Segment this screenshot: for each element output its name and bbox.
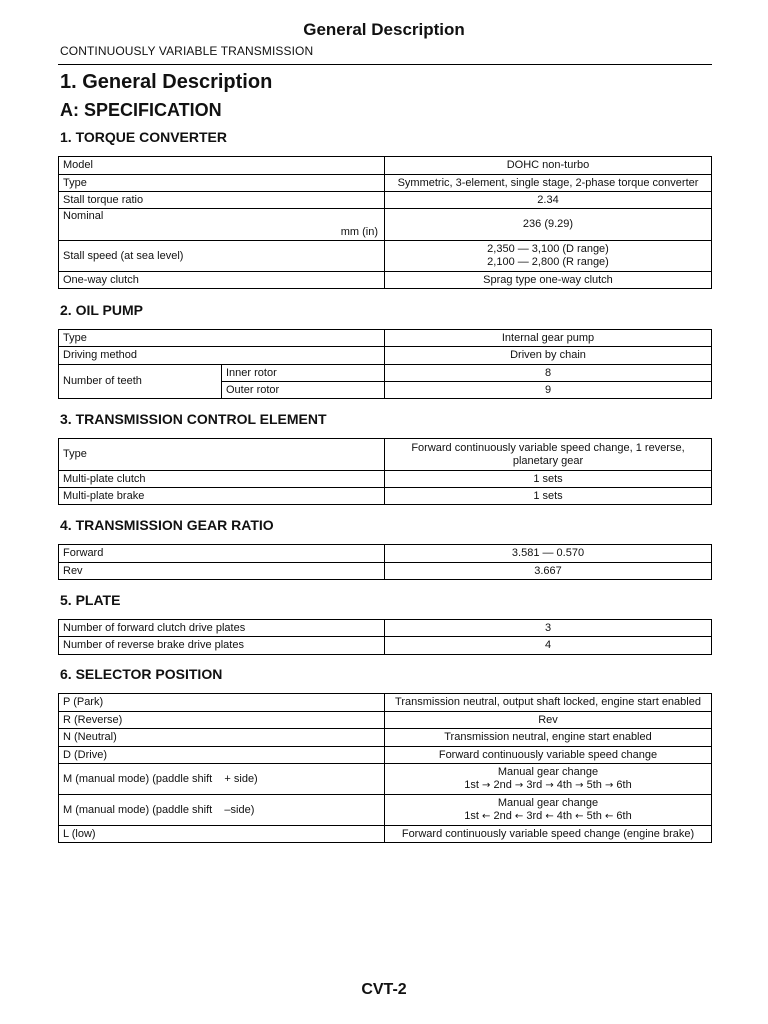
- table-row: [59, 747, 712, 764]
- table-row: [59, 157, 712, 175]
- row-label: Multi-plate clutch: [59, 471, 385, 488]
- left-arrow-icon: ←: [514, 811, 524, 822]
- row-value: 3: [385, 620, 712, 637]
- row-value: 1 sets: [385, 471, 712, 488]
- table-row: [59, 272, 712, 289]
- right-arrow-icon: →: [575, 780, 584, 791]
- m-minus-line1: Manual gear change: [497, 797, 599, 809]
- table-row: [59, 620, 712, 637]
- row-label: M (manual mode) (paddle shift + side): [59, 764, 385, 795]
- stall-speed-d: 2,350 — 3,100 (D range): [487, 243, 609, 255]
- row-label: Driving method: [59, 347, 385, 365]
- row-value: 3.581 — 0.570: [385, 545, 712, 563]
- table-row: [59, 471, 712, 488]
- nominal-label: Nominal: [63, 210, 104, 222]
- gear-label: 5th: [586, 810, 602, 822]
- control-type-line1: Forward continuously variable speed change, 1 reverse,: [411, 441, 685, 454]
- table-row: [59, 545, 712, 563]
- gear-label: 4th: [556, 779, 573, 791]
- table-row: [59, 826, 712, 843]
- gear-ratio-heading: 4. TRANSMISSION GEAR RATIO: [60, 517, 274, 533]
- left-arrow-icon: ←: [604, 811, 614, 822]
- row-value: DOHC non-turbo: [385, 157, 712, 175]
- m-plus-line1: Manual gear change: [497, 766, 599, 778]
- row-label: Forward: [59, 545, 385, 563]
- stall-speed-r: 2,100 — 2,800 (R range): [487, 256, 609, 268]
- control-element-table: [58, 438, 712, 505]
- row-value: 3.667: [385, 563, 712, 580]
- m-plus-gear-sequence: [389, 779, 707, 792]
- row-value: Transmission neutral, engine start enabled: [385, 729, 712, 747]
- nominal-unit: mm (in): [340, 226, 378, 238]
- page-header-title: General Description: [303, 20, 465, 39]
- oil-pump-table: [58, 329, 712, 399]
- table-row: [59, 192, 712, 209]
- oil-pump-heading: 2. OIL PUMP: [60, 302, 143, 318]
- selector-heading: 6. SELECTOR POSITION: [60, 666, 223, 682]
- gear-ratio-table: [58, 544, 712, 580]
- page-number: CVT-2: [361, 981, 407, 998]
- gear-label: 2nd: [493, 779, 512, 791]
- table-row: [59, 241, 712, 272]
- table-row: [59, 365, 712, 382]
- table-row: [59, 712, 712, 729]
- table-row: [59, 209, 712, 241]
- row-label: [59, 209, 385, 241]
- row-value: 2.34: [385, 192, 712, 209]
- selector-table: [58, 693, 712, 843]
- table-row: [59, 637, 712, 655]
- left-arrow-icon: ←: [545, 811, 554, 822]
- row-sublabel: Outer rotor: [222, 382, 385, 399]
- torque-converter-table: [58, 156, 712, 289]
- row-value: Rev: [385, 712, 712, 729]
- page-header-subtitle: CONTINUOUSLY VARIABLE TRANSMISSION: [60, 44, 314, 58]
- table-row: [59, 729, 712, 747]
- row-label: Number of forward clutch drive plates: [59, 620, 385, 637]
- row-label: One-way clutch: [59, 272, 385, 289]
- gear-label: 3rd: [526, 810, 543, 822]
- row-value: Transmission neutral, output shaft locked, engine start enabled: [385, 694, 712, 712]
- gear-label: 5th: [586, 779, 602, 791]
- torque-converter-heading: 1. TORQUE CONVERTER: [60, 129, 227, 145]
- gear-label: 2nd: [493, 810, 512, 822]
- row-label: R (Reverse): [59, 712, 385, 729]
- row-label: Number of teeth: [59, 365, 222, 399]
- plate-heading: 5. PLATE: [60, 592, 121, 608]
- table-row: [59, 488, 712, 505]
- table-row: [59, 439, 712, 471]
- table-row: [59, 347, 712, 365]
- row-label: M (manual mode) (paddle shift –side): [59, 795, 385, 826]
- gear-label: 6th: [616, 810, 632, 822]
- section-title: A: SPECIFICATION: [60, 100, 222, 120]
- right-arrow-icon: →: [604, 780, 614, 791]
- gear-label: 3rd: [526, 779, 543, 791]
- row-value: [385, 241, 712, 272]
- right-arrow-icon: →: [514, 780, 524, 791]
- m-minus-gear-sequence: [389, 810, 707, 823]
- right-arrow-icon: →: [545, 780, 554, 791]
- main-title: 1. General Description: [60, 71, 273, 93]
- row-label: Rev: [59, 563, 385, 580]
- plate-table: [58, 619, 712, 655]
- table-row: [59, 795, 712, 826]
- row-label: Type: [59, 439, 385, 471]
- right-arrow-icon: →: [482, 780, 491, 791]
- row-label: L (low): [59, 826, 385, 843]
- row-label: D (Drive): [59, 747, 385, 764]
- row-value: Driven by chain: [385, 347, 712, 365]
- gear-label: 6th: [616, 779, 632, 791]
- control-type-line2: planetary gear: [512, 454, 584, 467]
- control-element-heading: 3. TRANSMISSION CONTROL ELEMENT: [60, 411, 327, 427]
- row-sublabel: Inner rotor: [222, 365, 385, 382]
- left-arrow-icon: ←: [482, 811, 491, 822]
- row-value: 9: [385, 382, 712, 399]
- gear-label: 1st: [464, 810, 479, 822]
- table-row: [59, 563, 712, 580]
- row-value: 1 sets: [385, 488, 712, 505]
- row-label: Type: [59, 175, 385, 192]
- row-label: P (Park): [59, 694, 385, 712]
- gear-label: 1st: [464, 779, 479, 791]
- table-row: [59, 330, 712, 347]
- row-value: 8: [385, 365, 712, 382]
- row-value: Internal gear pump: [385, 330, 712, 347]
- row-value: Forward continuously variable speed change (engine brake): [385, 826, 712, 843]
- table-row: [59, 175, 712, 192]
- row-value: [385, 764, 712, 795]
- row-value: Forward continuously variable speed change: [385, 747, 712, 764]
- row-value: 4: [385, 637, 712, 655]
- row-value: Sprag type one-way clutch: [385, 272, 712, 289]
- left-arrow-icon: ←: [575, 811, 584, 822]
- row-value: 236 (9.29): [385, 209, 712, 241]
- row-value: [385, 795, 712, 826]
- row-value: [385, 439, 712, 471]
- row-label: N (Neutral): [59, 729, 385, 747]
- row-value: Symmetric, 3-element, single stage, 2-phase torque converter: [385, 175, 712, 192]
- table-row: [59, 764, 712, 795]
- header-divider: [58, 64, 712, 65]
- row-label: Multi-plate brake: [59, 488, 385, 505]
- gear-label: 4th: [556, 810, 573, 822]
- table-row: [59, 694, 712, 712]
- row-label: Stall torque ratio: [59, 192, 385, 209]
- row-label: Stall speed (at sea level): [59, 241, 385, 272]
- row-label: Number of reverse brake drive plates: [59, 637, 385, 655]
- row-label: Type: [59, 330, 385, 347]
- row-label: Model: [59, 157, 385, 175]
